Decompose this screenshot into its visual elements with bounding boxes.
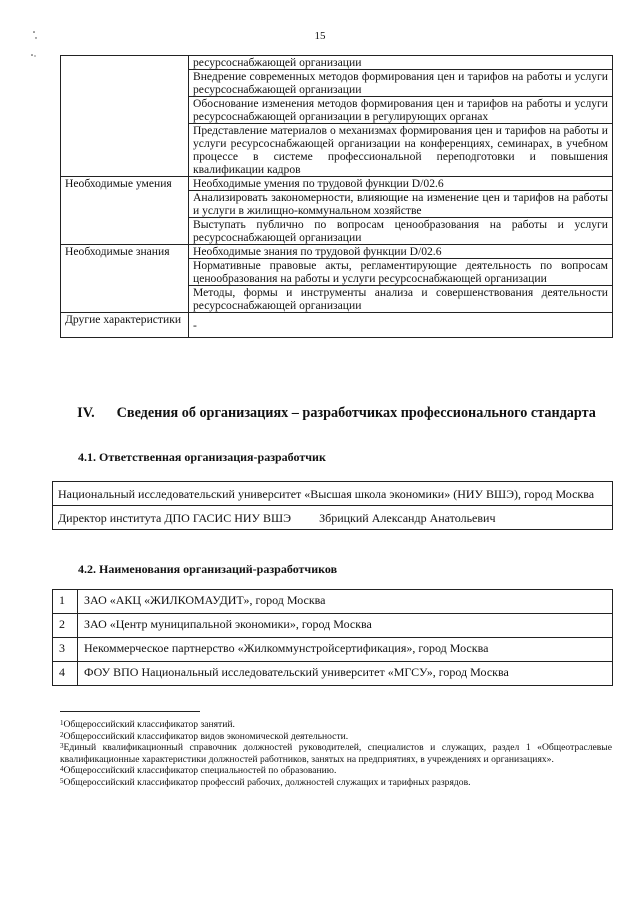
row-label-skills: Необходимые умения xyxy=(61,177,189,245)
org-name: ФОУ ВПО Национальный исследовательский университет «МГСУ», город Москва xyxy=(78,662,613,686)
footnote-text: Общероссийский классификатор профессий рабочих, должностей служащих и тарифных разрядов. xyxy=(63,776,471,788)
subsection-heading-4-1: 4.1. Ответственная организация-разработчик xyxy=(78,450,326,464)
footnote-text: Общероссийский классификатор видов экономической деятельности. xyxy=(63,730,349,742)
table-cell: Выступать публично по вопросам ценообразования на работы и услуги ресурсоснабжающей организации xyxy=(189,218,613,245)
footnote-mark: 3 xyxy=(60,742,64,751)
org-name: ЗАО «АКЦ «ЖИЛКОМАУДИТ», город Москва xyxy=(78,590,613,614)
table-cell: Методы, формы и инструменты анализа и совершенствования деятельности ресурсоснабжающей организации xyxy=(189,286,613,313)
org-name: Национальный исследовательский университет «Высшая школа экономики» (НИУ ВШЭ), город Москва xyxy=(58,487,595,501)
footnote-text: Общероссийский классификатор занятий. xyxy=(63,719,235,730)
table-cell: Необходимые умения по трудовой функции D/02.6 xyxy=(189,177,613,191)
signatory-name: Збрицкий Александр Анатольевич xyxy=(319,511,496,525)
footnote xyxy=(60,742,612,765)
section-heading xyxy=(60,402,613,424)
table-cell: Необходимые знания по трудовой функции D/02.6 xyxy=(189,245,613,259)
table-cell: ресурсоснабжающей организации xyxy=(189,56,613,70)
section-title: Сведения об организациях – разработчиках профессионального стандарта xyxy=(116,405,596,421)
table-cell: Внедрение современных методов формирования цен и тарифов на работы и услуги ресурсоснабжающей организации xyxy=(189,70,613,97)
footnote-text: Единый квалификационный справочник должностей руководителей, специалистов и служащих, раздел 1 «Общеотраслевые квалификационные характеристики должностей работников, занятых на предприятиях, в учреждениях и организациях». xyxy=(60,742,612,765)
table-row xyxy=(53,662,613,686)
page-number: 15 xyxy=(314,30,326,42)
org-number: 3 xyxy=(53,638,78,662)
org-name: ЗАО «Центр муниципальной экономики», город Москва xyxy=(78,614,613,638)
scan-specks xyxy=(30,30,50,70)
footnote xyxy=(60,765,612,777)
footnote xyxy=(60,777,612,789)
footnote-mark: 4 xyxy=(60,765,64,774)
org-number: 1 xyxy=(53,590,78,614)
skills-table xyxy=(60,55,613,338)
responsible-org-box xyxy=(52,481,613,530)
footnote-text: Общероссийский классификатор специальностей по образованию. xyxy=(63,765,337,777)
footnote-mark: 2 xyxy=(60,730,64,739)
footnote xyxy=(60,719,612,731)
footnote-separator xyxy=(60,711,200,712)
table-row xyxy=(53,590,613,614)
row-label-continued xyxy=(61,56,189,177)
table-cell: - xyxy=(189,313,613,338)
table-row xyxy=(53,614,613,638)
section-number: IV. xyxy=(77,405,95,421)
footnote-mark: 5 xyxy=(60,776,64,785)
table-row xyxy=(53,638,613,662)
footnote-mark: 1 xyxy=(60,719,64,727)
developer-orgs-table xyxy=(52,589,613,686)
org-number: 4 xyxy=(53,662,78,686)
table-cell: Нормативные правовые акты, регламентирующие деятельность по вопросам ценообразования на работы и услуги ресурсоснабжающей организации xyxy=(189,259,613,286)
table-cell: Обоснование изменения методов формирования цен и тарифов на работы и услуги ресурсоснабжающей организации в регулирующих органах xyxy=(189,97,613,124)
org-number: 2 xyxy=(53,614,78,638)
footnote xyxy=(60,731,612,743)
subsection-heading-4-2: 4.2. Наименования организаций-разработчиков xyxy=(78,562,338,576)
footnotes xyxy=(60,719,612,789)
signatory-position: Директор института ДПО ГАСИС НИУ ВШЭ xyxy=(58,511,292,525)
row-label-other: Другие характеристики xyxy=(61,313,189,338)
signatory-row xyxy=(53,505,612,529)
table-cell: Представление материалов о механизмах формирования цен и тарифов на работы и услуги ресурсоснабжающей организации на конференциях, семинарах, в учебном процессе в системе профессиональной переподготовки и повышения квалификации кадров xyxy=(189,124,613,177)
table-cell: Анализировать закономерности, влияющие на изменение цен и тарифов на работы и услуги в жилищно-коммунальном хозяйстве xyxy=(189,191,613,218)
org-name: Некоммерческое партнерство «Жилкоммунстройсертификация», город Москва xyxy=(78,638,613,662)
row-label-knowledge: Необходимые знания xyxy=(61,245,189,313)
